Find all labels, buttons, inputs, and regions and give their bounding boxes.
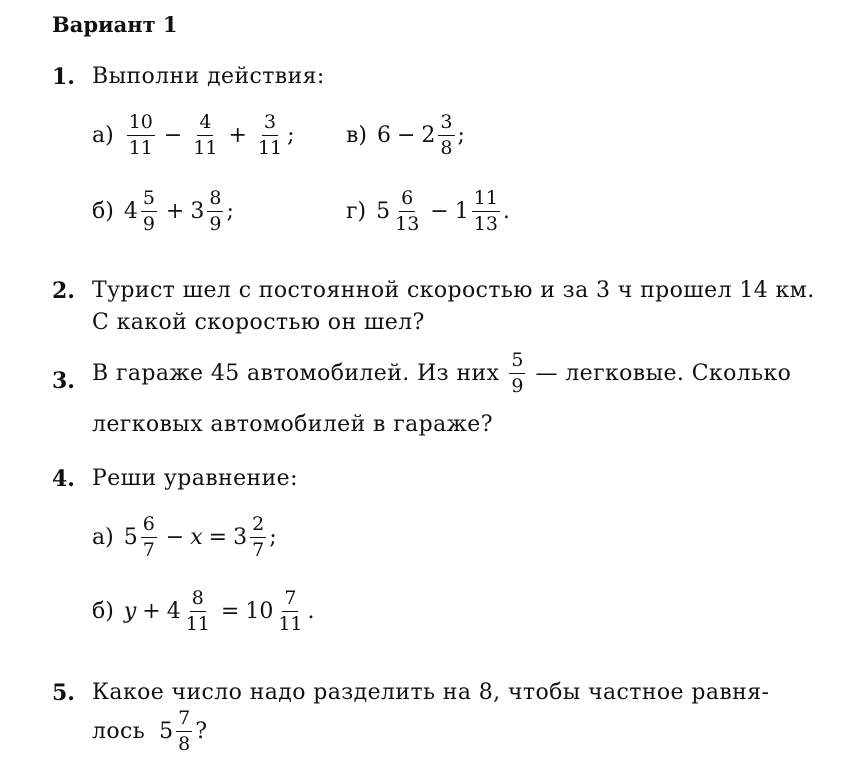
fraction: $\frac{10}{11}$ (128, 111, 153, 159)
fraction: $\frac{7}{8}$ (178, 707, 191, 755)
task-5-text-before: лось (92, 718, 146, 744)
task-4b-label: б) (92, 598, 114, 624)
task-2-number: 2. (52, 278, 75, 304)
punctuation: . (502, 198, 510, 224)
operator: − (396, 122, 416, 148)
fraction: $\frac{5}{9}$ (142, 187, 155, 235)
fraction: $\frac{4}{11}$ (193, 111, 218, 159)
fraction: $\frac{3}{8}$ (440, 111, 453, 159)
task-1v (346, 112, 465, 159)
task-5-number: 5. (52, 680, 75, 706)
task-1b (92, 188, 234, 235)
equals-sign: = (220, 598, 240, 624)
fraction: $\frac{6}{7}$ (142, 513, 155, 561)
task-3-line-1 (92, 350, 791, 397)
operator: − (163, 122, 183, 148)
whole-number: 5 (159, 718, 174, 744)
whole-number: 4 (123, 198, 138, 224)
punctuation: ; (287, 122, 295, 148)
whole-number: 3 (233, 524, 248, 550)
whole-number: 5 (376, 198, 391, 224)
whole-number: 2 (421, 122, 436, 148)
whole-number: 1 (454, 198, 469, 224)
punctuation: . (307, 598, 315, 624)
punctuation: ; (226, 198, 234, 224)
page-title: Вариант 1 (52, 12, 178, 37)
task-3-number: 3. (52, 368, 75, 394)
task-1g (346, 188, 510, 235)
whole-number: 3 (190, 198, 205, 224)
operator: + (165, 198, 185, 224)
whole-number: 6 (376, 122, 391, 148)
fraction: $\frac{11}{13}$ (473, 187, 498, 235)
variable: y (123, 598, 137, 624)
task-1g-label: г) (346, 198, 367, 224)
variable: x (190, 524, 203, 550)
task-5-line-2 (92, 708, 207, 755)
task-3-line-2: легковых автомобилей в гараже? (92, 412, 493, 437)
task-1-text: Выполни действия: (92, 64, 325, 89)
fraction: $\frac{8}{9}$ (209, 187, 222, 235)
task-1-number: 1. (52, 64, 75, 90)
task-2-line-2: С какой скоростью он шел? (92, 310, 425, 335)
task-5-line-1: Какое число надо разделить на 8, чтобы частное равня- (92, 680, 770, 705)
whole-number: 10 (245, 598, 274, 624)
task-1a-label: а) (92, 122, 114, 148)
whole-number: 4 (166, 598, 181, 624)
task-3-text-before: В гараже 45 автомобилей. Из них (92, 360, 500, 386)
fraction: $\frac{7}{11}$ (278, 587, 303, 635)
task-1b-label: б) (92, 198, 114, 224)
fraction: $\frac{6}{13}$ (395, 187, 420, 235)
operator: − (430, 198, 449, 224)
operator: + (228, 122, 247, 148)
task-4a (92, 514, 277, 561)
task-4b (92, 588, 315, 635)
task-1v-label: в) (346, 122, 367, 148)
task-1a (92, 112, 295, 159)
task-2-line-1: Турист шел с постоянной скоростью и за 3 ч прошел 14 км. (92, 278, 815, 303)
fraction: $\frac{8}{11}$ (185, 587, 210, 635)
equals-sign: = (208, 524, 228, 550)
fraction: $\frac{5}{9}$ (511, 349, 524, 397)
task-4-text: Реши уравнение: (92, 466, 298, 491)
operator: + (142, 598, 161, 624)
task-4-number: 4. (52, 466, 75, 492)
task-3-text-after: — легковые. Сколько (535, 360, 792, 386)
fraction: $\frac{2}{7}$ (252, 513, 265, 561)
operator: − (165, 524, 185, 550)
fraction: $\frac{3}{11}$ (257, 111, 283, 159)
whole-number: 5 (123, 524, 138, 550)
task-4a-label: а) (92, 524, 114, 550)
punctuation: ; (269, 524, 277, 550)
punctuation: ; (457, 122, 465, 148)
punctuation: ? (195, 718, 208, 744)
